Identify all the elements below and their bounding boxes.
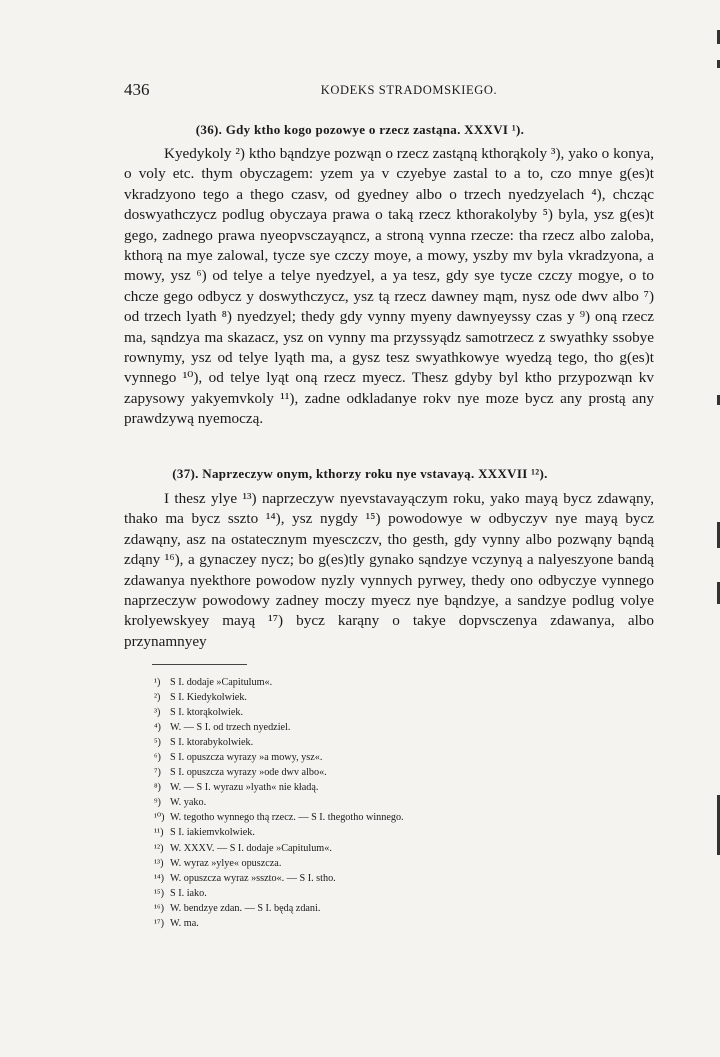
footnote: ⁵) S I. ktorabykolwiek. xyxy=(154,737,254,749)
footnotes-list xyxy=(154,675,574,931)
footnote: ³) S I. ktorąkolwiek. xyxy=(154,707,243,719)
footnote: ¹¹) S I. iakiemvkolwiek. xyxy=(154,827,255,839)
page-number: 436 xyxy=(124,80,150,99)
footnote: ¹⁵) S I. iako. xyxy=(154,887,207,899)
footnote: ¹) S I. dodaje »Capitulum«. xyxy=(154,677,273,688)
page-header xyxy=(124,80,654,102)
section-heading-37: (37). Naprzeczyw onym, kthorzy roku nye vstavayą. XXXVII ¹²). xyxy=(172,466,548,481)
footnote: ²) S I. Kiedykolwiek. xyxy=(154,692,247,704)
footnote-divider xyxy=(152,664,247,665)
running-title: KODEKS STRADOMSKIEGO. xyxy=(320,83,498,97)
footnote: ⁸) W. — S I. wyrazu »lyath« nie kładą. xyxy=(154,782,319,794)
footnote: ¹⁴) W. opuszcza wyraz »sszto«. — S I. stho. xyxy=(154,872,336,884)
footnote: ¹²) W. XXXV. — S I. dodaje »Capitulum«. xyxy=(154,842,332,854)
footnote: ⁷) S I. opuszcza wyrazy »ode dwv albo«. xyxy=(154,767,327,779)
section-heading-36: (36). Gdy ktho kogo pozowye o rzecz zastąna. XXXVI ¹). xyxy=(195,122,525,137)
footnote: ¹³) W. wyraz »ylye« opuszcza. xyxy=(154,857,282,869)
footnote: ¹⁶) W. bendzye zdan. — S I. będą zdani. xyxy=(154,902,321,914)
section-paragraph-37: I thesz ylye ¹³) naprzeczyw nyevstavayączym roku, yako mayą bycz zdawąny, thako ma bycz sszto ¹⁴), ysz nygdy ¹⁵) powodowye w odbyczyv nye mayą bycz zdawąny, asz na ostatecznym myesczczv, tho gesth, gdy vynny albo pozwąny bąndą zdąny ¹⁶), a gynaczey nycz; bo g(es)tly gynako sąndzye vczynyą a nalyeszyone bandą zdawanya nyekthore powodow nyzly vynnych pyrwey, thedy ono odbyczye vynnego naprzeczyw powodowy zadney moczy myecz nye bąndzye, a sandzye podlug volye krolyewskyey mayą ¹⁷) bycz karąny o takye dopvsczenya zdawanya, albo przynamnyey xyxy=(124,490,654,650)
section-paragraph-36: Kyedykoly ²) ktho bąndzye pozwąn o rzecz zastąną kthorąkoly ³), yako o konya, o voly etc. thym obyczagem: yzem ya v czyebye zastal to a to, czo mnye g(es)t vkradzyono tego a thego czasv, od gyedney albo o trzech nyedzyelach ⁴), chcząc doswyathczycz podlug obyczaya prawa o taką rzecz kthorakolyby ⁵) byla, ysz g(es)t gego, zadnego prawa nyeopvsczayąncz, a stroną vynna rzecze: tha rzecz albo zaloba, kthorą na mye zalowal, tycze sye czczy moye, a mowy, yszby mv byla vkradzyona, a mowy, ysz ⁶) od telye a telye nyedzyel, a ya tesz, gdy sye tycze czczy mogye, o to chcze gego odbycz y doswythczycz, ysz tą rzecz dawney mąm, nysz ode dwv albo ⁷) od trzech lyath ⁸) nyedzyel; thedy gdy vynny myeny dawnyeyssy czas y ⁹) oną rzecz ma, sąndzya ma skazacz, ysz on vynny ma przyssyądz samotrzecz z swyathky ssobye rownymy, ysz od telye lyąth ma, a gysz tesz swyathkowye wyedzą tego, tho g(es)t vynnego ¹⁰), od telye lyąt oną rzecz myecz. Thesz gdyby byl ktho przypozwąn kv zapysowy yakyemvkoly ¹¹), zadne odkladanye rokv nye moze bycz any prostą any prawdzywą nyemoczą. xyxy=(124,145,654,428)
footnote: ¹⁷) W. ma. xyxy=(154,917,199,929)
footnote: ⁴) W. — S I. od trzech nyedziel. xyxy=(154,722,291,734)
footnote: ⁶) S I. opuszcza wyrazy »a mowy, ysz«. xyxy=(154,752,323,764)
footnote: ¹⁰) W. tegotho wynnego thą rzecz. — S I. thegotho winnego. xyxy=(154,812,404,824)
footnote: ⁹) W. yako. xyxy=(154,797,207,809)
